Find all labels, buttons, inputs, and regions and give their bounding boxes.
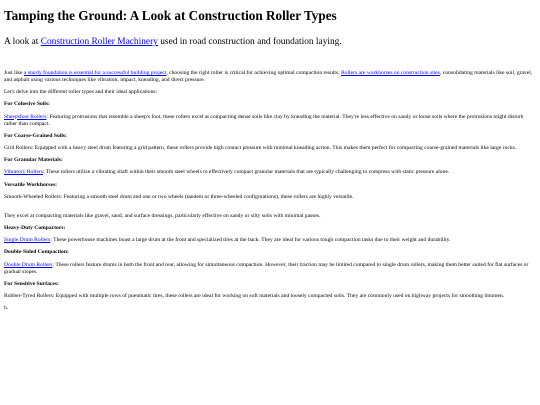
sturdy-foundation-link[interactable]: a sturdy foundation is essential for a successful building project: [23, 70, 167, 76]
subtitle: [4, 36, 536, 48]
single-drum-text: : These powerhouse machines boast a large drum at the front and specialized tires at the back. They are ideal for various tough compaction tasks due to their weight and durability.: [50, 237, 451, 244]
paragraph-rubber-tyred: Rubber-Tyred Rollers: Equipped with multiple rows of pneumatic tires, these rollers are ideal for working on soft materials and loosely compacted soils. They are commonly used on highway projects for smoothing bitumen.: [4, 293, 505, 299]
lead-paragraph: Let's delve into the different roller types and their ideal applications:: [4, 89, 158, 96]
paragraph-grid-rollers: Grid Rollers: Equipped with a heavy steel drum featuring a grid pattern, these rollers provide high contact pressure with minimal kneading action. This makes them perfect for compacting coarse-grained materials like large rocks.: [4, 144, 517, 151]
subtitle-text-before: A look at: [4, 37, 41, 47]
paragraph-vibratory: [4, 169, 536, 176]
rollers-workhorses-link[interactable]: Rollers are workhorses on construction sites: [340, 70, 440, 76]
sheepsfoot-text: : Featuring protrusions that resemble a sheep's foot, these rollers excel at compacting dense soils like clay by kneading the material. They're less effective on sandy or loose soils where the protrusions might disturb rather than compact.: [4, 113, 524, 127]
paragraph-sheepsfoot: [4, 114, 536, 128]
trailing-text: h.: [4, 305, 9, 312]
intro-paragraph: [4, 70, 536, 84]
subtitle-text-after: used in road construction and foundation laying.: [157, 37, 342, 47]
paragraph-smooth-wheeled-2: They excel at compacting materials like gravel, sand, and surface dressings, particularly effective on sandy or silty soils with minimal passes.: [4, 212, 321, 219]
heading-double-sided: Double-Sided Compaction:: [4, 249, 69, 256]
heading-coarse-grained: For Coarse-Grained Soils:: [4, 132, 67, 139]
paragraph-double-drum: [4, 262, 536, 276]
heading-heavy-duty: Heavy-Duty Compactors:: [4, 225, 66, 232]
intro-text-2: , choosing the right roller is critical for achieving optimal compaction results.: [166, 70, 341, 76]
page-title: Tamping the Ground: A Look at Construction Roller Types: [4, 8, 337, 23]
double-drum-text: : These rollers feature drums in both the front and rear, allowing for simultaneous compaction. However, their traction may be limited compared to single drum rollers, making them better suited for flat surfaces or gradual slopes.: [4, 261, 529, 275]
heading-granular: For Granular Materials:: [4, 157, 63, 164]
intro-text-3: , consolidating materials like soil, gravel, and asphalt using various techniques like vibration, impact, kneading, and direct pressure.: [4, 70, 533, 83]
heading-cohesive-soils: For Cohesive Soils:: [4, 101, 50, 108]
heading-sensitive-surfaces: For Sensitive Surfaces:: [4, 280, 59, 287]
paragraph-single-drum: [4, 237, 536, 244]
double-drum-rollers-link[interactable]: Double Drum Rollers: [4, 261, 53, 268]
intro-text-1: Just like: [4, 70, 24, 76]
vibratory-rollers-link[interactable]: Vibratory Rollers: [4, 169, 43, 176]
sheepsfoot-rollers-link[interactable]: Sheepsfoot Rollers: [4, 113, 47, 120]
heading-versatile: Versatile Workhorses:: [4, 181, 57, 188]
paragraph-smooth-wheeled: Smooth-Wheeled Rollers: Featuring a smooth steel drum and one or two wheels (tandem or three-wheeled configurations), these rollers are highly versatile.: [4, 193, 354, 200]
vibratory-text: : These rollers utilize a vibrating shaft within their smooth steel wheels to effectively compact granular materials that are typically challenging to compress with static pressure alone.: [42, 169, 450, 176]
spacer: [4, 206, 536, 213]
single-drum-rollers-link[interactable]: Single Drum Rollers: [4, 237, 51, 244]
construction-roller-machinery-link[interactable]: Construction Roller Machinery: [40, 37, 158, 47]
